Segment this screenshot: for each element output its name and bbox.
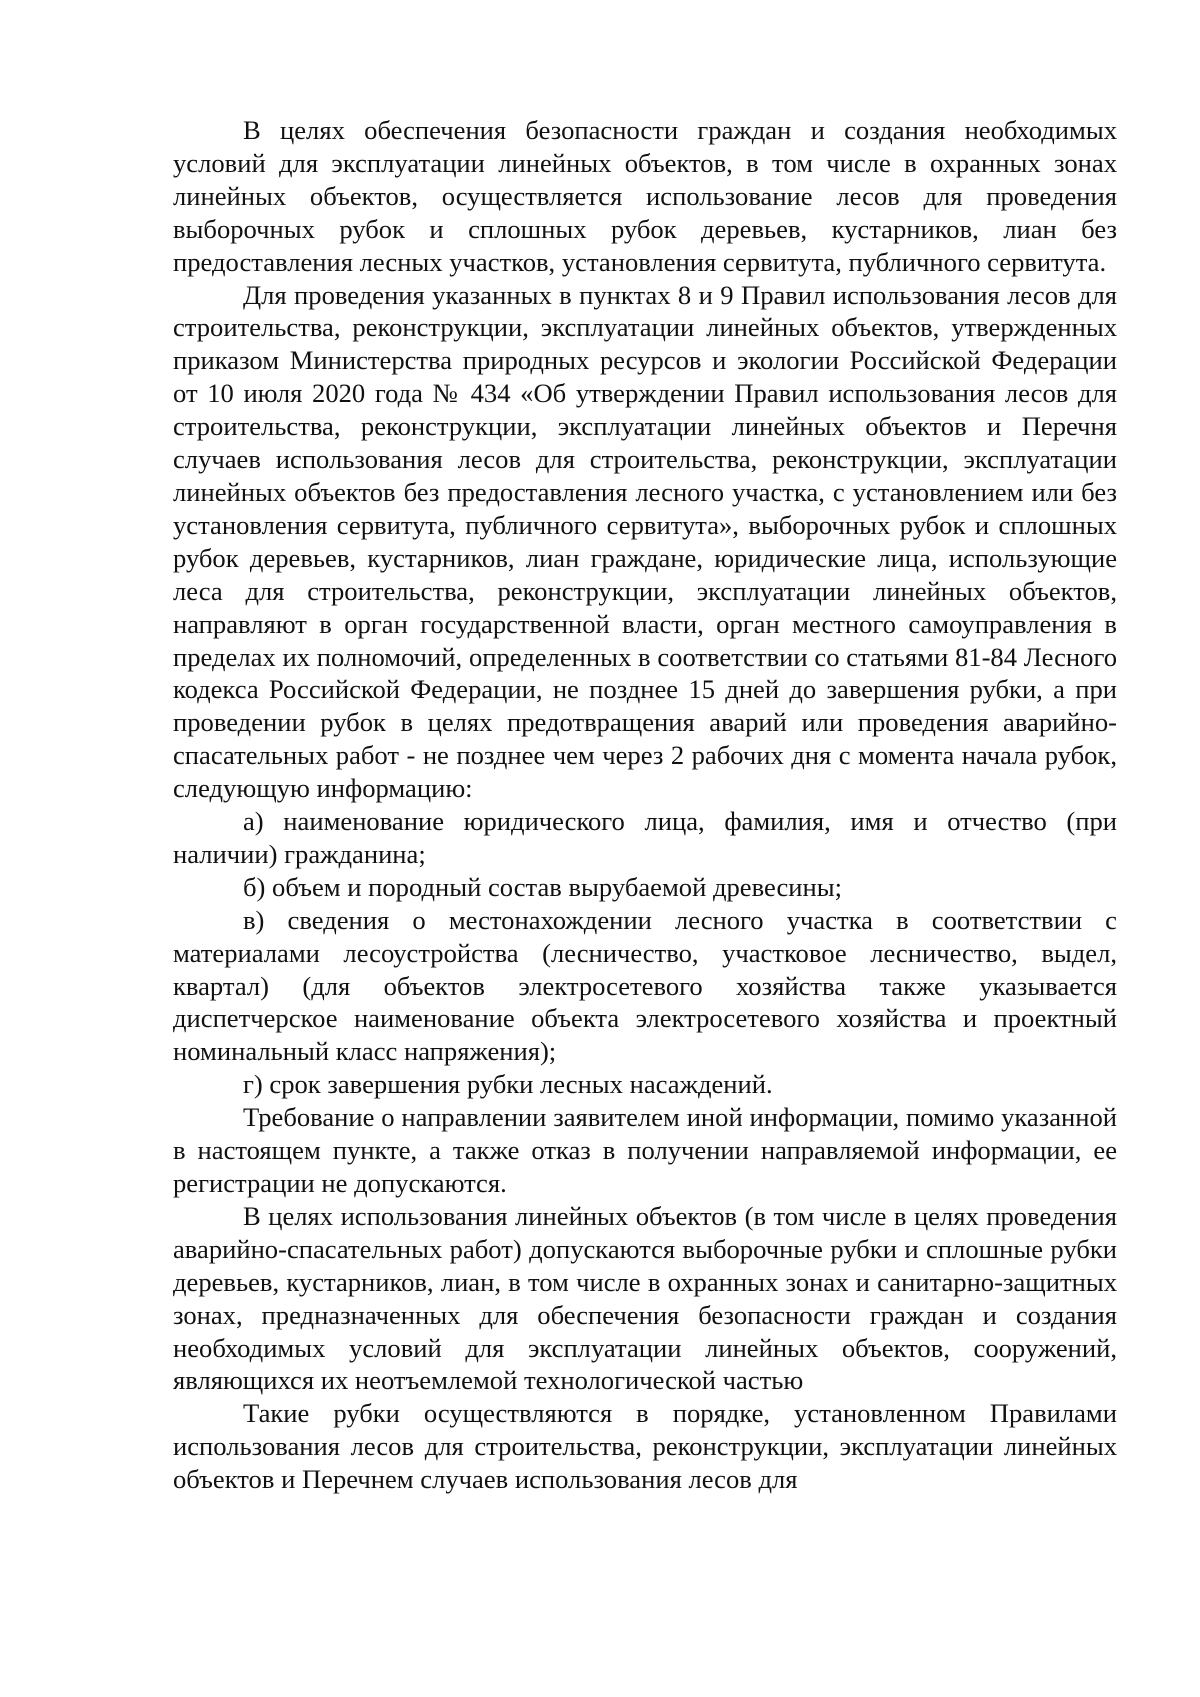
paragraph-information-submission: Для проведения указанных в пунктах 8 и 9 Правил использования лесов для строительства, реконструкции, эксплуатации линейных объектов, утвержденных приказом Министерства природных ресурсов и экологии Российской Федерации от 10 июля 2020 года № 434 «Об утверждении Правил использования лесов для строительства, реконструкции, эксплуатации линейных объектов и Перечня случаев использования лесов для строительства, реконструкции, эксплуатации линейных объектов без предоставления лесного участка, с установлением или без установления сервитута, публичного сервитута», выборочных рубок и сплошных рубок деревьев, кустарников, лиан граждане, юридические лица, использующие леса для строительства, реконструкции, эксплуатации линейных объектов, направляют в орган государственной власти, орган местного самоуправления в пределах их полномочий, определенных в соответствии со статьями 81-84 Лесного кодекса Российской Федерации, не позднее 15 дней до завершения рубки, а при проведении рубок в целях предотвращения аварий или проведения аварийно-спасательных работ - не позднее чем через 2 рабочих дня с момента начала рубок, следующую информацию:: [173, 279, 1117, 804]
list-item-g: г) срок завершения рубки лесных насаждений.: [243, 1069, 773, 1100]
paragraph-linear-objects-use: В целях использования линейных объектов (в том числе в целях проведения аварийно-спасательных работ) допускаются выборочные рубки и сплошные рубки деревьев, кустарников, лиан, в том числе в охранных зонах и санитарно-защитных зонах, предназначенных для обеспечения безопасности граждан и создания необходимых условий для эксплуатации линейных объектов, сооружений, являющихся их неотъемлемой технологической частью: [173, 1200, 1117, 1396]
document-body: [173, 114, 1117, 1496]
list-item-v: в) сведения о местонахождении лесного участка в соответствии с материалами лесоустройства (лесничество, участковое лесничество, выдел, квартал) (для объектов электросетевого хозяйства также указывается диспетчерское наименование объекта электросетевого хозяйства и проектный номинальный класс напряжения);: [173, 904, 1117, 1067]
list-item-a: а) наименование юридического лица, фамилия, имя и отчество (при наличии) гражданина;: [173, 806, 1117, 869]
list-item-b: б) объем и породный состав вырубаемой древесины;: [243, 871, 842, 902]
paragraph-safety-purpose: В целях обеспечения безопасности граждан и создания необходимых условий для эксплуатации линейных объектов, в том числе в охранных зонах линейных объектов, осуществляется использование лесов для проведения выборочных рубок и сплошных рубок деревьев, кустарников, лиан без предоставления лесных участков, установления сервитута, публичного сервитута.: [173, 115, 1117, 277]
paragraph-requirements: Требование о направлении заявителем иной информации, помимо указанной в настоящем пункте, а также отказ в получении направляемой информации, ее регистрации не допускаются.: [173, 1102, 1117, 1198]
paragraph-felling-procedure: Такие рубки осуществляются в порядке, установленном Правилами использования лесов для строительства, реконструкции, эксплуатации линейных объектов и Перечнем случаев использования лесов для: [173, 1398, 1117, 1495]
